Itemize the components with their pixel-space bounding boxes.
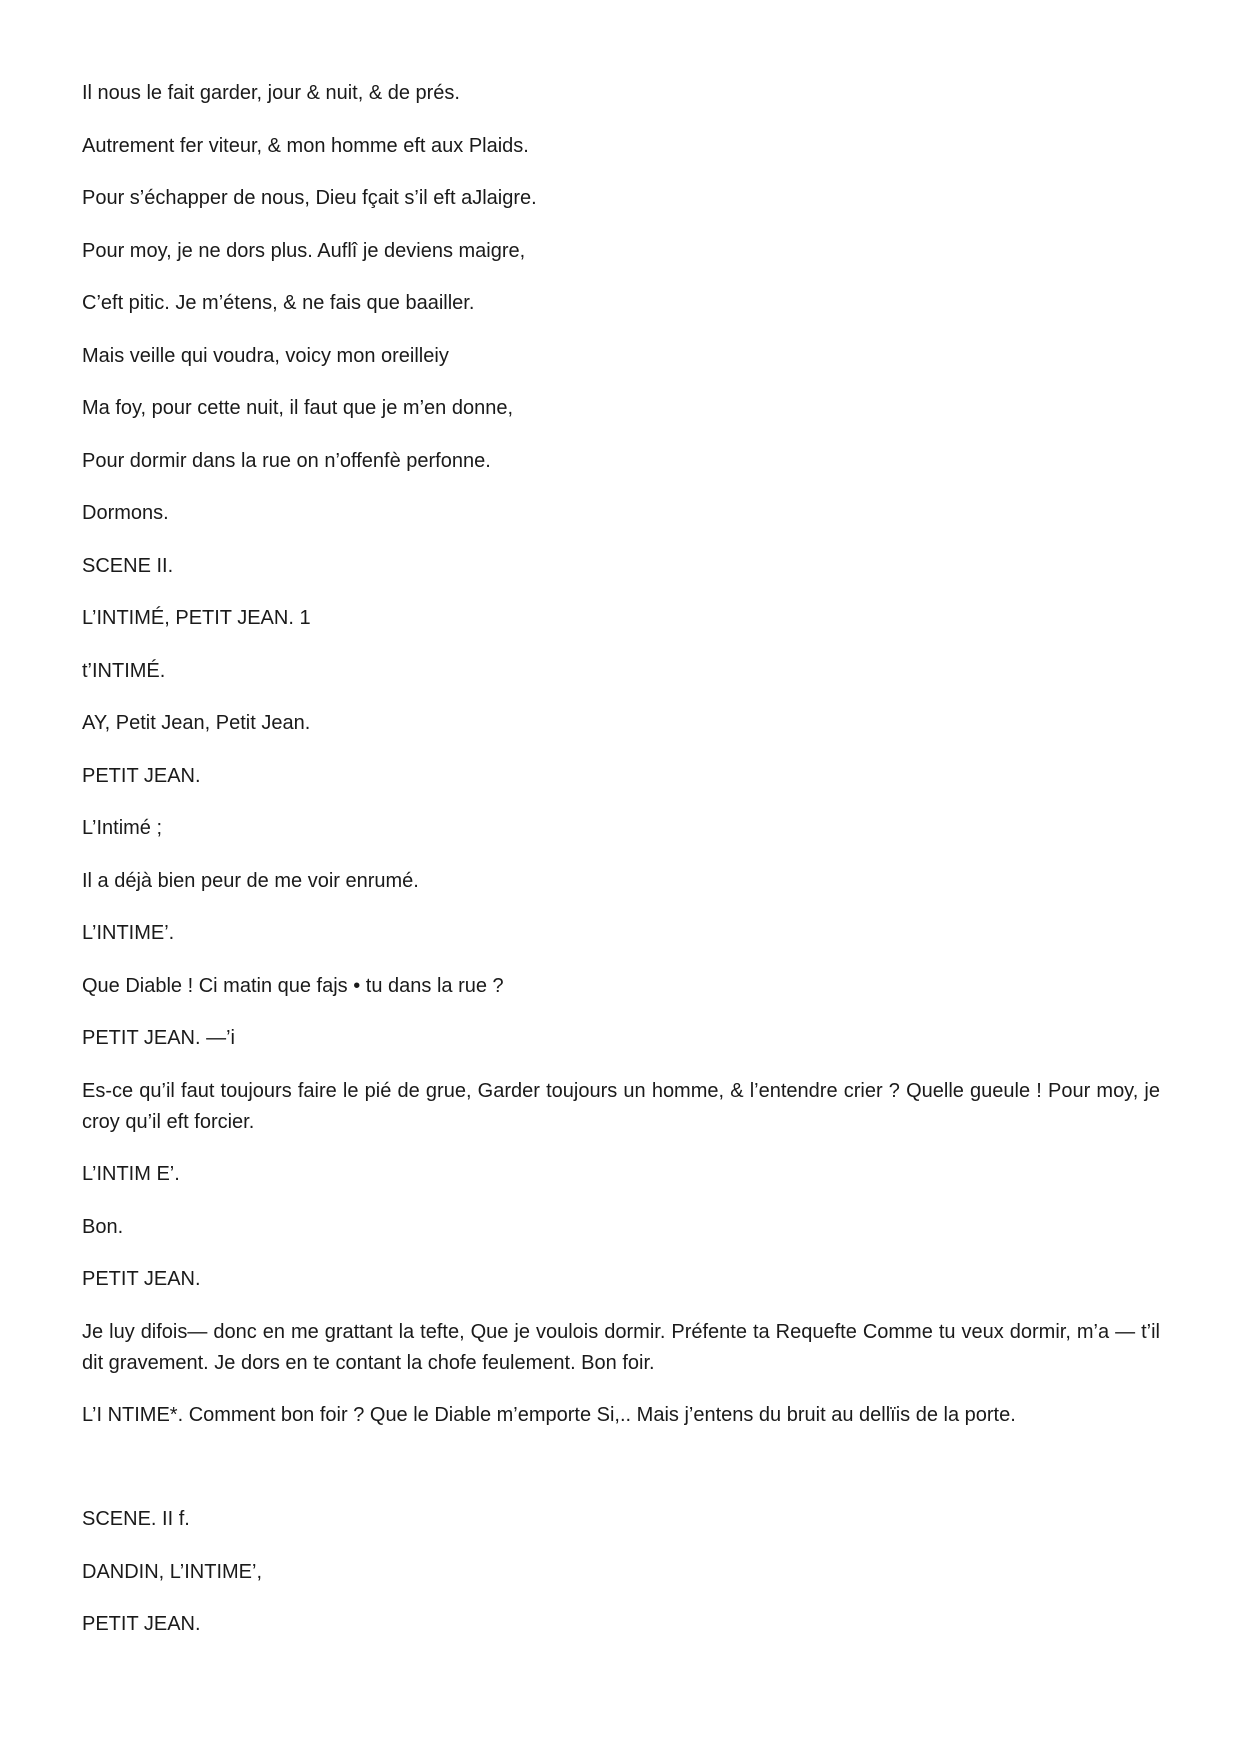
text-line: Pour dormir dans la rue on n’offenfè perfonne. <box>82 449 491 472</box>
dialogue-line: Bon. <box>82 1215 124 1238</box>
dialogue-line: Que Diable ! Ci matin que fajs • tu dans la rue ? <box>82 974 504 997</box>
dialogue-paragraph: Je luy difois— donc en me grattant la tefte, Que je voulois dormir. Préfente ta Requefte Comme tu veux dormir, m’a — t’il dit gravement. Je dors en te contant la chofe feulement. Bon foir. <box>82 1320 1160 1374</box>
text-line: Il nous le fait garder, jour & nuit, & de prés. <box>82 82 460 104</box>
text-line: Ma foy, pour cette nuit, il faut que je m’en donne, <box>82 397 513 419</box>
dialogue-paragraph: L’I NTIME*. Comment bon foir ? Que le Diable m’emporte Si,.. Mais j’entens du bruit au dellïis de la porte. <box>82 1404 1016 1426</box>
character-list: L’INTIMÉ, PETIT JEAN. 1 <box>82 607 311 629</box>
scene-heading: SCENE II. <box>82 554 174 577</box>
dialogue-line: L’Intimé ; <box>82 817 163 839</box>
scene-heading: SCENE. II f. <box>82 1508 190 1530</box>
speaker-name: L’INTIM E’. <box>82 1163 180 1185</box>
text-line: Autrement fer viteur, & mon homme eft aux Plaids. <box>82 134 529 157</box>
dialogue-line: Il a déjà bien peur de me voir enrumé. <box>82 869 419 892</box>
text-line: Pour moy, je ne dors plus. Auflî je deviens maigre, <box>82 239 526 262</box>
speaker-name: PETIT JEAN. <box>82 764 201 787</box>
text-line: Mais veille qui voudra, voicy mon oreilleiy <box>82 344 449 367</box>
document-page <box>82 78 1160 1662</box>
speaker-name: L’INTIME’. <box>82 922 175 944</box>
stage-direction: Dormons. <box>82 502 169 524</box>
character-list: DANDIN, L’INTIME’, <box>82 1560 263 1583</box>
speaker-name: PETIT JEAN. —’i <box>82 1027 235 1049</box>
text-line: C’eft pitic. Je m’étens, & ne fais que baailler. <box>82 292 475 314</box>
dialogue-paragraph: Es-ce qu’il faut toujours faire le pié de grue, Garder toujours un homme, & l’entendre crier ? Quelle gueule ! Pour moy, je croy qu’il eft forcier. <box>82 1079 1160 1133</box>
speaker-name: t’INTIMÉ. <box>82 659 166 682</box>
dialogue-line: AY, Petit Jean, Petit Jean. <box>82 712 311 734</box>
text-line: Pour s’échapper de nous, Dieu fçait s’il eft aJlaigre. <box>82 187 537 209</box>
speaker-name: PETIT JEAN. <box>82 1268 201 1290</box>
character-list: PETIT JEAN. <box>82 1613 201 1635</box>
